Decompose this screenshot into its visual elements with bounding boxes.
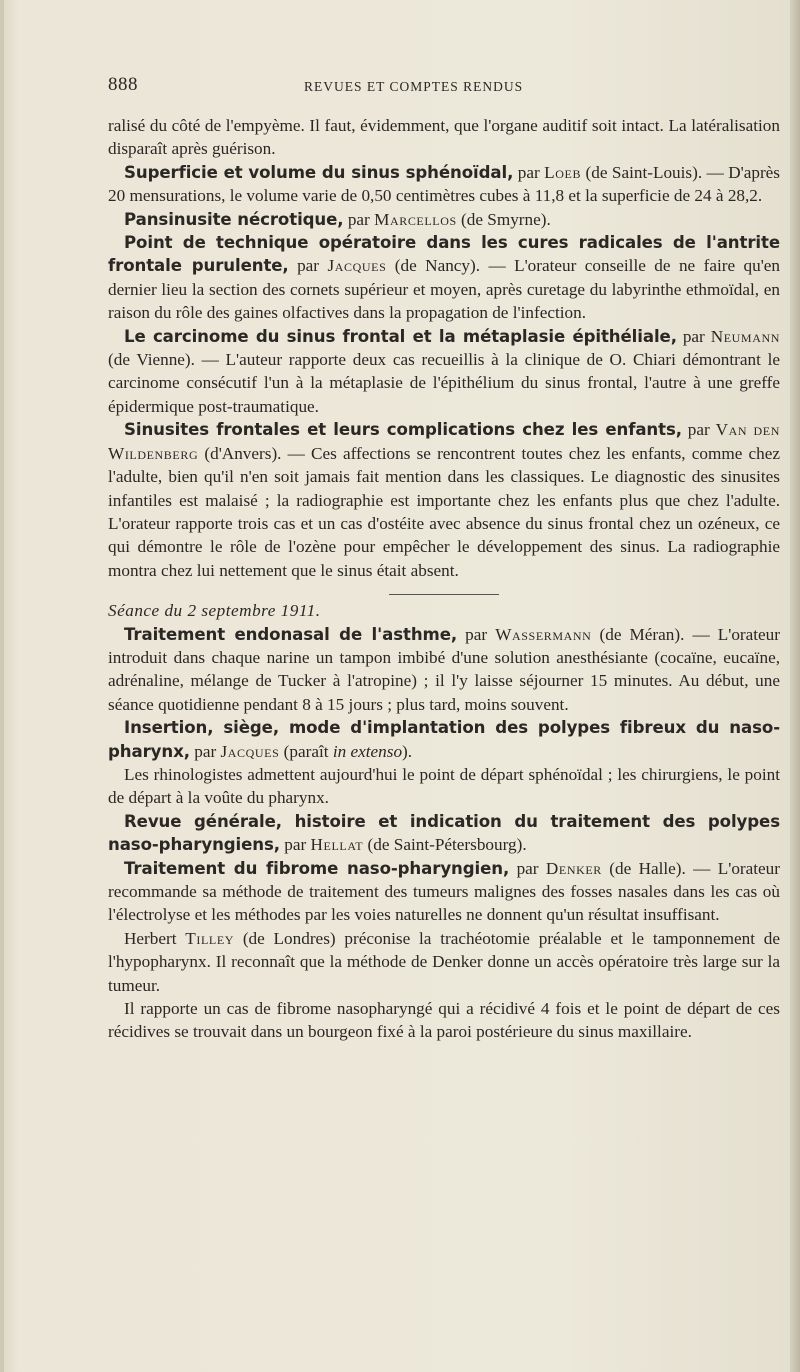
entry-text: (de Nancy). — L'orateur conseille de ne faire qu'en dernier lieu la section des cornets supérieur et moyen, après curetage du labyrinthe ethmoïdal, en raison du rôle des gaines olfactives dans la propagation de l'infection. [108, 256, 781, 323]
entry-text: (de Saint-Pétersbourg). [363, 835, 527, 855]
entry-author: Jacques [220, 741, 280, 761]
italic-term: in extenso [332, 741, 403, 761]
page-right-edge [790, 0, 800, 1372]
article-body [108, 114, 780, 1044]
paragraph: Il rapporte un cas de fibrome nasopharyngé qui a récidivé 4 fois et le point de départ de ces récidives se trouvait dans un bourgeon fixé à la paroi postérieure du sinus maxillaire. [108, 999, 780, 1042]
entry-author: Denker [545, 858, 602, 878]
paragraph: Herbert Tilley (de Londres) préconise la trachéotomie préalable et le tamponnement de l'hypopharynx. Il reconnaît que la méthode de Denker donne un accès opératoire très large sur la tumeur. [108, 928, 780, 995]
entry-title: Revue générale, histoire et indication du traitement des polypes naso-pharyngiens, [108, 811, 780, 855]
entry-title: Sinusites frontales et leurs complications chez les enfants, [124, 420, 682, 440]
entry-text: (de Saint-Louis). — D'après 20 mensurations, le volume varie de 0,50 centimètres cubes à 11,8 et la superficie de 24 à 28,2. [108, 162, 780, 206]
section-divider [389, 594, 499, 595]
entry-review-polyps: Revue générale, histoire et indication du traitement des polypes naso-pharyngiens, par Hellat (de Saint-Pétersbourg). [108, 811, 780, 855]
entry-author: Jacques [327, 256, 387, 276]
entry-title: Superficie et volume du sinus sphénoïdal, [124, 162, 514, 182]
entry-pansinusitis: Pansinusite nécrotique, par Marcellos (de Smyrne). [124, 209, 551, 229]
entry-sphenoid-sinus: Superficie et volume du sinus sphénoïdal, par Loeb (de Saint-Louis). — D'après 20 mensurations, le volume varie de 0,50 centimètres cubes à 11,8 et la superficie de 24 à 28,2. [108, 162, 780, 206]
continued-paragraph: ralisé du côté de l'empyème. Il faut, évidemment, que l'organe auditif soit intact. La latéralisation disparaît après guérison. [108, 116, 780, 159]
entry-title: Point de technique opératoire dans les cures radicales de l'antrite frontale purulente, [108, 233, 780, 276]
entry-text: (de Halle). — L'orateur recommande sa méthode de traitement des tumeurs malignes des fosses nasales dans les cas où l'électrolyse et les méthodes par les voies naturelles ne donnent qu'un résultat insuffisant. [108, 858, 781, 925]
entry-author: Wassermann [495, 624, 592, 644]
entry-title: Insertion, siège, mode d'implantation des polypes fibreux du naso-pharynx, [108, 718, 780, 761]
entry-text: (de Smyrne). [456, 209, 551, 229]
entry-author: Tilley [185, 928, 235, 948]
running-title: REVUES ET COMPTES RENDUS [304, 79, 524, 94]
entry-author: Loeb [544, 162, 582, 182]
entry-asthma: Traitement endonasal de l'asthme, par Wassermann (de Méran). — L'orateur introduit dans chaque narine un tampon imbibé d'une solution anesthésiante (cocaïne, eucaïne, adrénaline, mélange de Tucker à l'atropine) ; il l'y laisse séjourner 15 minutes. Au début, une séance quotidienne pendant 8 à 15 jours ; plus tard, moins souvent. [108, 624, 780, 714]
entry-author: Van den Wildenberg [108, 420, 780, 463]
entry-child-sinusitis: Sinusites frontales et leurs complications chez les enfants, par Van den Wildenberg (d'Anvers). — Ces affections se rencontrent toutes chez les enfants, comme chez l'adulte, bien qu'il n'en soit jamais fait mention dans les classiques. Le diagnostic des sinusites infantiles est malaisé ; la radiographie est importante chez les enfants plus que chez l'adulte. L'orateur rapporte trois cas et un cas d'ostéite avec absence du sinus frontal chez un ozéneux, ce qui démontre le rôle de l'ozène pour empêcher le développement des sinus. La radiographie montra chez lui nettement que le sinus était absent. [108, 420, 780, 580]
entry-title: Le carcinome du sinus frontal et la métaplasie épithéliale, [124, 326, 677, 346]
entry-text: (d'Anvers). — Ces affections se rencontrent toutes chez les enfants, comme chez l'adulte, bien qu'il n'en soit jamais fait mention dans les classiques. Le diagnostic des sinusites infantiles est malaisé ; la radiographie est importante chez les enfants plus que chez l'adulte. L'orateur rapporte trois cas et un cas d'ostéite avec absence du sinus frontal chez un ozéneux, ce qui démontre le rôle de l'ozène pour empêcher le développement des sinus. La radiographie montra chez lui nettement que le sinus était absent. [108, 443, 780, 580]
paragraph: Les rhinologistes admettent aujourd'hui le point de départ sphénoïdal ; les chirurgiens, le point de départ à la voûte du pharynx. [108, 764, 780, 808]
session-heading: Séance du 2 septembre 1911. [108, 601, 321, 621]
entry-author: Neumann [710, 326, 780, 346]
entry-title: Pansinusite nécrotique, [124, 209, 344, 229]
entry-author: Marcellos [374, 209, 457, 229]
entry-text: (de Vienne). — L'auteur rapporte deux cas recueillis à la clinique de O. Chiari démontrant le carcinome consécutif l'un à la métaplasie de l'épithélium du sinus frontal, l'autre à une greffe épidermique post-traumatique. [108, 350, 780, 416]
entry-title: Traitement du fibrome naso-pharyngien, [124, 858, 510, 878]
entry-title: Traitement endonasal de l'asthme, [124, 624, 458, 644]
entry-fibroma-treatment: Traitement du fibrome naso-pharyngien, par Denker (de Halle). — L'orateur recommande sa méthode de traitement des tumeurs malignes des fosses nasales dans les cas où l'électrolyse et les méthodes par les voies naturelles ne donnent qu'un résultat insuffisant. [108, 858, 781, 925]
entry-text: (de Méran). — L'orateur introduit dans chaque narine un tampon imbibé d'une solution anesthésiante (cocaïne, eucaïne, adrénaline, mélange de Tucker à l'atropine) ; il l'y laisse séjourner 15 minutes. Au début, une séance quotidienne pendant 8 à 15 jours ; plus tard, moins souvent. [108, 624, 780, 714]
entry-frontal-carcinoma: Le carcinome du sinus frontal et la métaplasie épithéliale, par Neumann (de Vienne). — L'auteur rapporte deux cas recueillis à la clinique de O. Chiari démontrant le carcinome consécutif l'un à la métaplasie de l'épithélium du sinus frontal, l'autre à une greffe épidermique post-traumatique. [108, 326, 780, 416]
entry-fibrous-polyps: Insertion, siège, mode d'implantation des polypes fibreux du naso-pharynx, par Jacques (paraît in extenso). [108, 718, 780, 761]
page-left-edge [0, 0, 4, 1372]
entry-author: Hellat [310, 835, 364, 855]
entry-frontal-antritis: Point de technique opératoire dans les cures radicales de l'antrite frontale purulente, par Jacques (de Nancy). — L'orateur conseille de ne faire qu'en dernier lieu la section des cornets supérieur et moyen, après curetage du labyrinthe ethmoïdal, en raison du rôle des gaines olfactives dans la propagation de l'infection. [108, 233, 781, 323]
page-header [108, 74, 780, 100]
page-number: 888 [108, 74, 138, 95]
